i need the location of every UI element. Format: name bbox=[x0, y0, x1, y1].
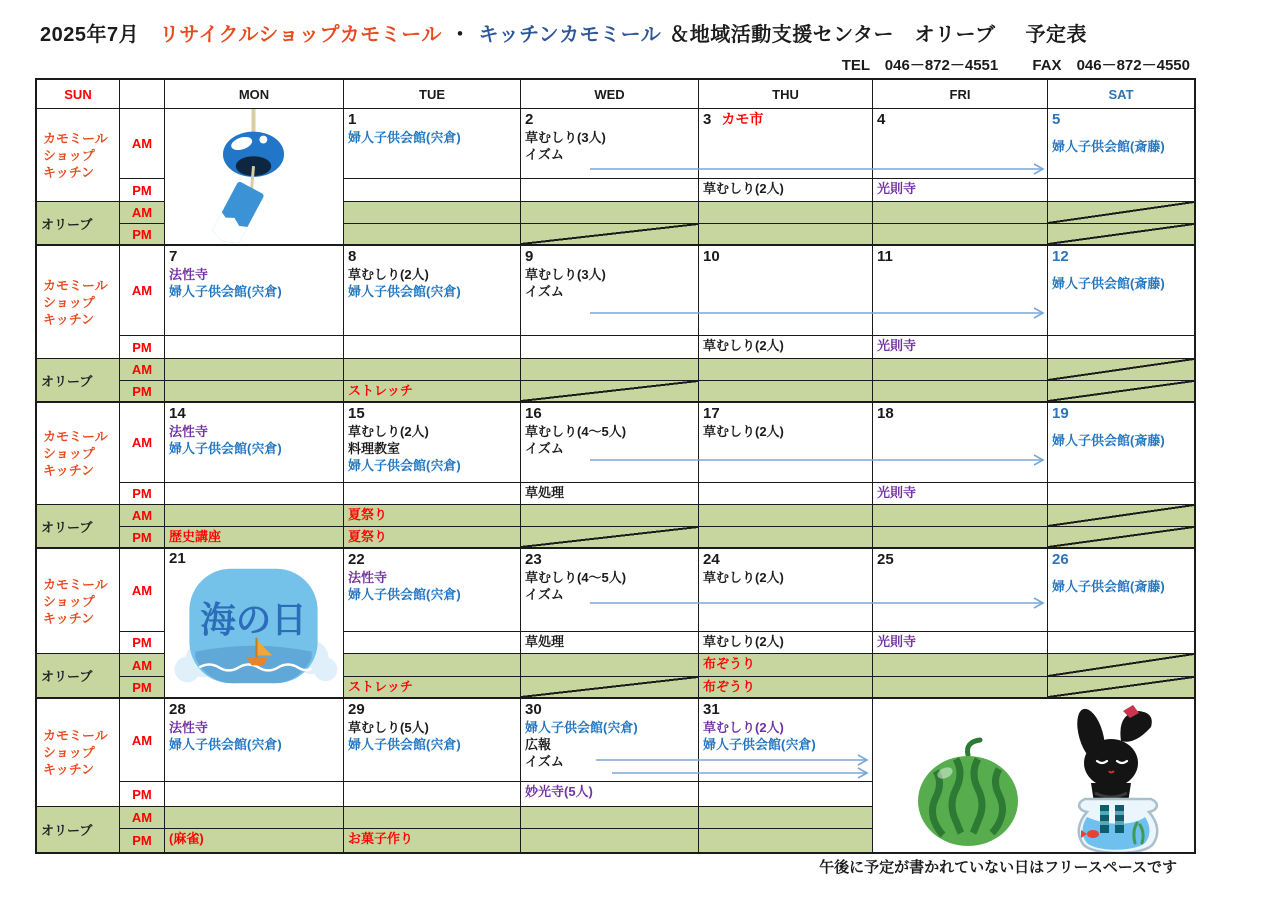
day-cell bbox=[344, 549, 521, 632]
event: 草処理 bbox=[525, 634, 565, 649]
event: 婦人子供会館(斎藤) bbox=[1052, 579, 1165, 594]
day-number: 5 bbox=[1052, 111, 1061, 128]
day-number: 26 bbox=[1052, 551, 1069, 568]
day-note: カモ市 bbox=[721, 111, 764, 127]
group-label-line: カモミール bbox=[43, 728, 108, 743]
marine-day-text: 海の日 bbox=[200, 599, 307, 640]
pm-cell bbox=[521, 336, 699, 359]
olive-cell bbox=[344, 527, 521, 549]
olive-cell bbox=[873, 381, 1048, 403]
olive-cell bbox=[699, 829, 873, 852]
day-number: 4 bbox=[877, 111, 886, 128]
event: 草むしり(4～5人) bbox=[525, 570, 627, 585]
olive-cell bbox=[344, 505, 521, 527]
marine-day-illustration-cell bbox=[165, 549, 344, 699]
am-label: AM bbox=[120, 246, 165, 336]
pm-label: PM bbox=[120, 677, 165, 699]
event: イズム bbox=[525, 284, 564, 299]
am-label: AM bbox=[120, 202, 165, 224]
olive-cell bbox=[699, 677, 873, 699]
olive-cell bbox=[344, 381, 521, 403]
day-number: 10 bbox=[703, 248, 720, 265]
am-label: AM bbox=[120, 109, 165, 179]
event: 草むしり(5人) bbox=[348, 720, 429, 735]
olive-cell bbox=[344, 654, 521, 677]
day-cell bbox=[344, 109, 521, 179]
olive-cell bbox=[699, 807, 873, 829]
day-cell bbox=[521, 699, 699, 782]
day-number: 14 bbox=[169, 405, 186, 422]
olive-cell bbox=[165, 807, 344, 829]
event: 草むしり(2人) bbox=[703, 570, 784, 585]
event: 婦人子供会館(宍倉) bbox=[348, 458, 461, 473]
pm-cell bbox=[699, 179, 873, 202]
olive-cell bbox=[165, 527, 344, 549]
am-label: AM bbox=[120, 403, 165, 483]
olive-cell-crossed bbox=[1048, 527, 1194, 549]
pm-cell bbox=[699, 336, 873, 359]
olive-event: 夏祭り bbox=[348, 529, 388, 544]
pm-cell bbox=[344, 782, 521, 807]
day-number: 17 bbox=[703, 405, 720, 422]
am-label: AM bbox=[120, 699, 165, 782]
am-label: AM bbox=[120, 807, 165, 829]
group-label-olive: オリーブ bbox=[37, 202, 120, 246]
olive-cell bbox=[699, 381, 873, 403]
day-cell bbox=[1048, 403, 1194, 483]
event: 料理教室 bbox=[348, 441, 401, 456]
header-thu: THU bbox=[699, 80, 873, 109]
day-cell bbox=[344, 699, 521, 782]
olive-cell-crossed bbox=[521, 381, 699, 403]
olive-cell bbox=[344, 224, 521, 246]
event: 光則寺 bbox=[877, 338, 917, 353]
day-number: 30 bbox=[525, 701, 542, 718]
day-cell bbox=[521, 549, 699, 632]
event: 婦人子供会館(宍倉) bbox=[348, 737, 461, 752]
day-number: 12 bbox=[1052, 248, 1069, 265]
olive-cell bbox=[699, 224, 873, 246]
marine-day-icon bbox=[165, 549, 343, 697]
pm-cell bbox=[521, 179, 699, 202]
event: 法性寺 bbox=[169, 720, 209, 735]
day-cell bbox=[873, 403, 1048, 483]
day-number: 24 bbox=[703, 551, 720, 568]
group-label-line: カモミール bbox=[43, 277, 108, 293]
group-label-chamomile bbox=[37, 699, 120, 807]
event: 婦人子供会館(宍倉) bbox=[348, 284, 461, 299]
pm-cell bbox=[873, 179, 1048, 202]
group-label-line: キッチン bbox=[43, 762, 95, 777]
group-label-chamomile bbox=[37, 246, 120, 359]
olive-event: ストレッチ bbox=[348, 383, 413, 398]
event: 光則寺 bbox=[877, 181, 917, 196]
olive-cell bbox=[344, 677, 521, 699]
olive-cell bbox=[165, 381, 344, 403]
olive-cell bbox=[344, 829, 521, 852]
olive-cell bbox=[699, 505, 873, 527]
day-number: 29 bbox=[348, 701, 365, 718]
page-title bbox=[40, 18, 1089, 47]
olive-cell-crossed bbox=[521, 677, 699, 699]
event: 婦人子供会館(宍倉) bbox=[169, 441, 282, 456]
pm-cell bbox=[344, 632, 521, 654]
event: 草むしり(2人) bbox=[703, 338, 784, 353]
pm-cell bbox=[699, 782, 873, 807]
event: イズム bbox=[525, 754, 564, 769]
day-cell bbox=[165, 246, 344, 336]
pm-cell bbox=[344, 336, 521, 359]
olive-cell bbox=[521, 829, 699, 852]
group-label-line: キッチン bbox=[43, 463, 95, 478]
day-number: 7 bbox=[169, 248, 178, 265]
group-label-line: カモミール bbox=[43, 429, 108, 444]
pm-label: PM bbox=[120, 483, 165, 505]
footnote: 午後に予定が書かれていない日はフリースペースです bbox=[819, 859, 1177, 876]
day-number: 15 bbox=[348, 405, 365, 422]
event: イズム bbox=[525, 587, 564, 602]
header-blank bbox=[120, 80, 165, 109]
olive-cell bbox=[521, 202, 699, 224]
title-separator: ・ bbox=[449, 24, 471, 46]
event: 草むしり(2人) bbox=[703, 181, 784, 196]
group-label-line: ショップ bbox=[43, 294, 95, 310]
day-cell bbox=[699, 109, 873, 179]
pm-cell bbox=[1048, 632, 1194, 654]
event: 草むしり(3人) bbox=[525, 267, 606, 282]
header-tue: TUE bbox=[344, 80, 521, 109]
olive-cell bbox=[344, 807, 521, 829]
event: 草むしり(2人) bbox=[703, 720, 784, 735]
day-cell bbox=[165, 403, 344, 483]
olive-cell bbox=[165, 505, 344, 527]
contact-line bbox=[842, 54, 1190, 75]
olive-cell bbox=[521, 359, 699, 381]
fax-number: FAX 046－872－4550 bbox=[1032, 57, 1190, 74]
title-center: ＆地域活動支援センター オリーブ bbox=[669, 24, 996, 46]
event: 光則寺 bbox=[877, 485, 917, 500]
group-label-chamomile bbox=[37, 109, 120, 202]
pm-cell bbox=[873, 632, 1048, 654]
olive-cell bbox=[873, 505, 1048, 527]
pm-cell bbox=[873, 336, 1048, 359]
day-cell bbox=[521, 246, 699, 336]
header-fri: FRI bbox=[873, 80, 1048, 109]
olive-event: 布ぞうり bbox=[703, 679, 756, 694]
event: 婦人子供会館(宍倉) bbox=[348, 587, 461, 602]
header-sat: SAT bbox=[1048, 80, 1194, 109]
pm-cell bbox=[1048, 336, 1194, 359]
pm-cell bbox=[1048, 179, 1194, 202]
olive-cell-crossed bbox=[1048, 224, 1194, 246]
olive-event: 布ぞうり bbox=[703, 656, 756, 671]
day-number: 16 bbox=[525, 405, 542, 422]
day-cell bbox=[521, 403, 699, 483]
olive-cell bbox=[165, 359, 344, 381]
watermelon-and-rabbit-icon bbox=[873, 699, 1194, 852]
am-label: AM bbox=[120, 654, 165, 677]
day-cell bbox=[344, 403, 521, 483]
pm-cell bbox=[1048, 483, 1194, 505]
group-label-line: ショップ bbox=[43, 147, 95, 163]
group-label-line: ショップ bbox=[43, 446, 95, 461]
day-cell bbox=[521, 109, 699, 179]
title-suffix: 予定表 bbox=[1025, 24, 1088, 46]
am-label: AM bbox=[120, 549, 165, 632]
olive-cell bbox=[873, 527, 1048, 549]
olive-cell-crossed bbox=[521, 527, 699, 549]
olive-cell bbox=[873, 202, 1048, 224]
day-cell bbox=[873, 246, 1048, 336]
tel-number: TEL 046－872－4551 bbox=[841, 57, 999, 74]
olive-cell-crossed bbox=[1048, 359, 1194, 381]
day-number: 23 bbox=[525, 551, 542, 568]
group-label-olive: オリーブ bbox=[37, 359, 120, 403]
pm-cell bbox=[699, 483, 873, 505]
olive-cell bbox=[344, 202, 521, 224]
group-label-line: カモミール bbox=[43, 576, 108, 592]
group-label-line: ショップ bbox=[43, 745, 95, 760]
day-cell bbox=[1048, 109, 1194, 179]
header-sun: SUN bbox=[37, 80, 120, 109]
olive-cell bbox=[699, 359, 873, 381]
event: 広報 bbox=[525, 737, 552, 752]
pm-cell bbox=[344, 179, 521, 202]
event: 草むしり(3人) bbox=[525, 130, 606, 145]
group-label-olive: オリーブ bbox=[37, 505, 120, 549]
header-mon: MON bbox=[165, 80, 344, 109]
day-number: 1 bbox=[348, 111, 357, 128]
day-number: 3 bbox=[703, 111, 712, 128]
event: 婦人子供会館(宍倉) bbox=[703, 737, 816, 752]
day-cell bbox=[165, 699, 344, 782]
day-number: 11 bbox=[877, 248, 893, 265]
pm-cell bbox=[165, 483, 344, 505]
olive-event: 歴史講座 bbox=[169, 529, 222, 544]
day-cell bbox=[1048, 246, 1194, 336]
pm-label: PM bbox=[120, 336, 165, 359]
pm-label: PM bbox=[120, 381, 165, 403]
olive-cell-crossed bbox=[1048, 677, 1194, 699]
event: 妙光寺(5人) bbox=[525, 784, 593, 799]
olive-cell bbox=[521, 654, 699, 677]
day-cell bbox=[1048, 549, 1194, 632]
pm-label: PM bbox=[120, 179, 165, 202]
olive-cell bbox=[873, 359, 1048, 381]
day-number: 2 bbox=[525, 111, 534, 128]
day-number: 9 bbox=[525, 248, 534, 265]
olive-cell bbox=[521, 505, 699, 527]
olive-cell bbox=[873, 677, 1048, 699]
group-label-line: カモミール bbox=[43, 130, 108, 146]
group-label-line: キッチン bbox=[43, 164, 95, 180]
summer-illustration-cell bbox=[873, 699, 1194, 852]
group-label-chamomile bbox=[37, 549, 120, 654]
event: イズム bbox=[525, 147, 564, 162]
olive-cell bbox=[873, 224, 1048, 246]
pm-cell bbox=[165, 782, 344, 807]
day-number: 19 bbox=[1052, 405, 1069, 422]
am-label: AM bbox=[120, 359, 165, 381]
olive-event: 夏祭り bbox=[348, 507, 388, 522]
group-label-chamomile bbox=[37, 403, 120, 505]
schedule-table bbox=[35, 78, 1196, 854]
olive-cell-crossed bbox=[1048, 505, 1194, 527]
day-number: 22 bbox=[348, 551, 365, 568]
event: 草処理 bbox=[525, 485, 565, 500]
olive-cell bbox=[699, 527, 873, 549]
day-cell bbox=[699, 699, 873, 782]
event: イズム bbox=[525, 441, 564, 456]
olive-cell bbox=[521, 807, 699, 829]
title-shop2: キッチンカモミール bbox=[478, 24, 662, 46]
group-label-olive: オリーブ bbox=[37, 654, 120, 699]
wind-chime-illustration-cell bbox=[165, 109, 344, 246]
event: 草むしり(2人) bbox=[703, 634, 784, 649]
event: 草むしり(2人) bbox=[348, 424, 429, 439]
day-number: 28 bbox=[169, 701, 186, 718]
day-number: 8 bbox=[348, 248, 357, 265]
day-number: 18 bbox=[877, 405, 894, 422]
olive-cell-crossed bbox=[521, 224, 699, 246]
day-cell bbox=[873, 549, 1048, 632]
pm-cell bbox=[521, 632, 699, 654]
group-label-olive: オリーブ bbox=[37, 807, 120, 852]
day-number: 31 bbox=[703, 701, 720, 718]
header-wed: WED bbox=[521, 80, 699, 109]
olive-event: (麻雀) bbox=[169, 831, 204, 846]
day-cell bbox=[699, 246, 873, 336]
pm-cell bbox=[521, 483, 699, 505]
event: 婦人子供会館(宍倉) bbox=[169, 284, 282, 299]
day-number: 21 bbox=[169, 550, 186, 567]
wind-chime-icon bbox=[165, 109, 343, 244]
event: 光則寺 bbox=[877, 634, 917, 649]
olive-cell-crossed bbox=[1048, 654, 1194, 677]
event: 婦人子供会館(宍倉) bbox=[348, 130, 461, 145]
pm-cell bbox=[165, 336, 344, 359]
event: 草むしり(2人) bbox=[348, 267, 429, 282]
event: 草むしり(4～5人) bbox=[525, 424, 627, 439]
olive-cell bbox=[873, 654, 1048, 677]
pm-label: PM bbox=[120, 224, 165, 246]
title-shop1: リサイクルショップカモミール bbox=[159, 24, 442, 46]
day-number: 25 bbox=[877, 551, 894, 568]
event: 法性寺 bbox=[169, 267, 209, 282]
olive-cell bbox=[699, 202, 873, 224]
event: 婦人子供会館(斎藤) bbox=[1052, 276, 1165, 291]
day-cell bbox=[344, 246, 521, 336]
olive-cell bbox=[165, 829, 344, 852]
day-cell bbox=[699, 403, 873, 483]
pm-label: PM bbox=[120, 632, 165, 654]
event: 法性寺 bbox=[169, 424, 209, 439]
pm-label: PM bbox=[120, 782, 165, 807]
pm-cell bbox=[873, 483, 1048, 505]
event: 婦人子供会館(斎藤) bbox=[1052, 433, 1165, 448]
olive-event: ストレッチ bbox=[348, 679, 413, 694]
day-cell bbox=[699, 549, 873, 632]
pm-cell bbox=[521, 782, 699, 807]
event: 法性寺 bbox=[348, 570, 388, 585]
pm-cell bbox=[344, 483, 521, 505]
event: 婦人子供会館(宍倉) bbox=[169, 737, 282, 752]
group-label-line: キッチン bbox=[43, 610, 95, 626]
event: 草むしり(2人) bbox=[703, 424, 784, 439]
title-month: 2025年7月 bbox=[40, 24, 140, 46]
am-label: AM bbox=[120, 505, 165, 527]
pm-label: PM bbox=[120, 829, 165, 852]
day-cell bbox=[873, 109, 1048, 179]
olive-cell bbox=[344, 359, 521, 381]
event: 婦人子供会館(宍倉) bbox=[525, 720, 638, 735]
pm-cell bbox=[699, 632, 873, 654]
olive-cell-crossed bbox=[1048, 202, 1194, 224]
olive-cell bbox=[699, 654, 873, 677]
group-label-line: キッチン bbox=[43, 311, 95, 327]
olive-cell-crossed bbox=[1048, 381, 1194, 403]
pm-label: PM bbox=[120, 527, 165, 549]
olive-event: お菓子作り bbox=[348, 831, 414, 846]
event: 婦人子供会館(斎藤) bbox=[1052, 139, 1165, 154]
group-label-line: ショップ bbox=[43, 593, 95, 609]
